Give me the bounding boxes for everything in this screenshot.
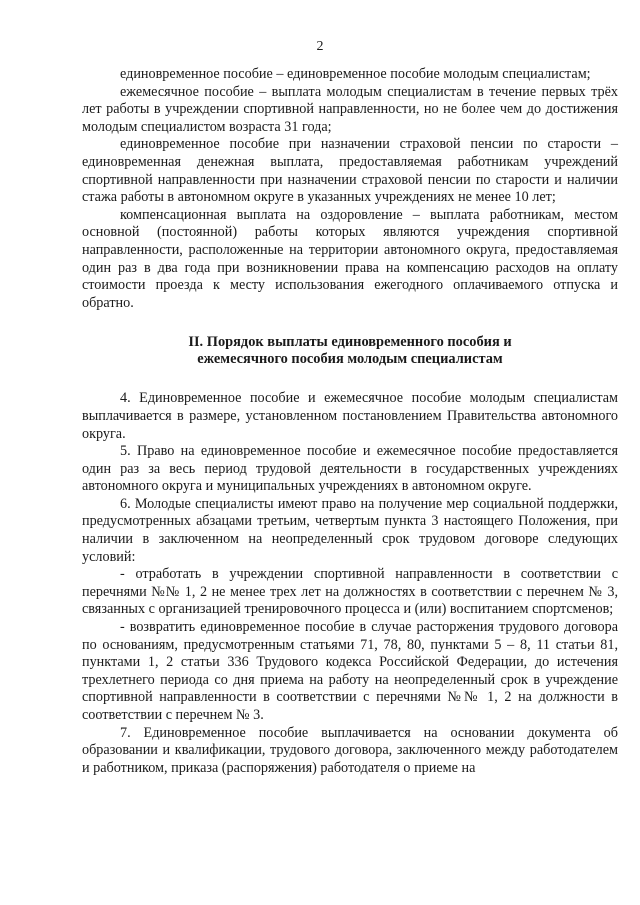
document-body xyxy=(82,66,618,777)
page-number: 2 xyxy=(316,39,324,54)
clause-6: 6. Молодые специалисты имеют право на получение мер социальной поддержки, предусмотренных абзацами третьим, четвертым пункта 3 настоящего Положения, при наличии в заключенном на неопределенный срок трудовом договоре следующих условий: xyxy=(82,495,618,565)
definition-monthly-allowance: ежемесячное пособие – выплата молодым специалистам в течение первых трёх лет работы в учреждении спортивной направленности, но не более чем до достижения молодым специалистом возраста 31 года; xyxy=(82,83,618,135)
clause-7: 7. Единовременное пособие выплачивается на основании документа об образовании и квалификации, трудового договора, заключенного между работодателем и работником, приказа (распоряжения) работодателя о приеме на xyxy=(82,724,618,776)
section-heading-line-1: II. Порядок выплаты единовременного пособия и xyxy=(188,334,512,351)
clause-6-condition-1: - отработать в учреждении спортивной направленности в соответствии с перечнями №№ 1, 2 не менее трех лет на должностях в соответствии с перечнем № 3, связанных с организацией тренировочного процесса и (или) воспитанием спортсменов; xyxy=(82,566,618,618)
definition-pension-allowance: единовременное пособие при назначении страховой пенсии по старости – единовременная денежная выплата, предоставляемая работникам учреждений спортивной направленности при назначении страховой пенсии по старости и наличии стажа работы в автономном округе в указанных учреждениях не менее 10 лет; xyxy=(82,136,618,206)
clause-5: 5. Право на единовременное пособие и ежемесячное пособие предоставляется один раз за весь период трудовой деятельности в государственных учреждениях автономного округа и муниципальных учреждениях в автономном округе. xyxy=(82,443,618,495)
clause-4: 4. Единовременное пособие и ежемесячное пособие молодым специалистам выплачивается в размере, установленном постановлением Правительства автономного округа. xyxy=(82,390,618,442)
clause-6-condition-2: - возвратить единовременное пособие в случае расторжения трудового договора по основаниям, предусмотренным статьями 71, 78, 80, пунктами 5 – 8, 11 статьи 81, пунктами 1, 2 статьи 336 Трудового кодекса Российской Федерации, до истечения трехлетнего периода со дня приема на работу на неопределенный срок в учреждение спортивной направленности в соответствии с перечнями №№ 1, 2 на должности в соответствии с перечнем № 3. xyxy=(82,619,618,723)
definition-one-time-allowance: единовременное пособие – единовременное пособие молодым специалистам; xyxy=(120,66,591,82)
section-heading-line-2: ежемесячного пособия молодым специалистам xyxy=(197,351,503,368)
section-heading xyxy=(82,334,618,368)
definition-health-compensation: компенсационная выплата на оздоровление – выплата работникам, местом основной (постоянной) работы которых являются учреждения спортивной направленности, расположенные на территории автономного округа, предоставляемая один раз в два года при возникновении права на компенсацию расходов на оплату стоимости проезда к месту использования ежегодного оплачиваемого отпуска и обратно. xyxy=(82,206,618,311)
